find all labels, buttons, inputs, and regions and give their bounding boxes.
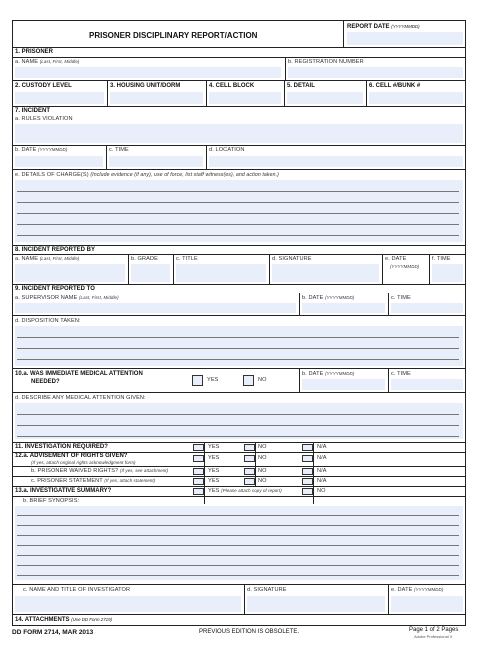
reporter-signature-label: d. SIGNATURE — [272, 256, 312, 262]
cell-bunk-label: 6. CELL #/BUNK # — [369, 83, 421, 89]
form-number: DD FORM 2714, MAR 2013 — [12, 629, 94, 636]
prisoner-name-field[interactable] — [15, 67, 281, 78]
medical-time-field[interactable] — [391, 379, 463, 390]
statement-na-checkbox[interactable] — [302, 478, 313, 485]
waived-yes-checkbox[interactable] — [193, 468, 204, 475]
supervisor-time-label: c. TIME — [391, 295, 411, 301]
statement-yes-checkbox[interactable] — [193, 478, 204, 485]
rules-violation-field[interactable] — [15, 124, 463, 143]
investigation-no-checkbox[interactable] — [244, 444, 255, 451]
medical-no-label: NO — [258, 377, 267, 383]
report-date-label: REPORT DATE (YYYYMMDD) — [347, 24, 420, 30]
advisement-na-checkbox[interactable] — [302, 455, 313, 462]
advisement-no: NO — [258, 455, 267, 461]
waived-rights-label: b. PRISONER WAIVED RIGHTS? (If yes, see attachment) — [31, 468, 169, 474]
incident-time-label: c. TIME — [109, 147, 129, 153]
investigator-name-field[interactable] — [15, 596, 241, 612]
investigator-signature-field[interactable] — [247, 596, 385, 612]
reporter-time-label: f. TIME — [432, 256, 451, 262]
reported-by-heading: 8. INCIDENT REPORTED BY — [15, 247, 96, 253]
summary-yes: YES (Please attach copy of report) — [208, 488, 282, 494]
reporter-signature-field[interactable] — [272, 264, 379, 282]
medical-yes-label: YES — [207, 377, 219, 383]
reporter-name-label: a. NAME (Last, First, Middle) — [15, 256, 80, 262]
supervisor-date-label: b. DATE (YYYYMMDD) — [302, 295, 355, 301]
incident-date-field[interactable] — [15, 156, 103, 167]
medical-date-label: b. DATE (YYYYMMDD) — [302, 371, 355, 377]
investigation-required-checkbox[interactable] — [193, 444, 204, 451]
medical-description-label: d. DESCRIBE ANY MEDICAL ATTENTION GIVEN: — [15, 395, 146, 401]
advisement-label: 12.a. ADVISEMENT OF RIGHTS GIVEN? — [15, 453, 128, 459]
medical-description-field[interactable] — [15, 403, 463, 439]
waived-na-checkbox[interactable] — [302, 468, 313, 475]
adobe-version: Adobe Professional X — [414, 634, 453, 639]
incident-location-field[interactable] — [209, 156, 463, 167]
investigation-required-label: 11. INVESTIGATION REQUIRED? — [15, 444, 108, 450]
summary-yes-checkbox[interactable] — [193, 488, 204, 495]
details-of-charges-field[interactable] — [15, 180, 463, 242]
attachments-label: 14. ATTACHMENTS (Use DD Form 2719) — [15, 617, 112, 623]
reporter-date-label: e. DATE — [385, 256, 407, 262]
custody-level-field[interactable] — [15, 92, 104, 104]
reporter-grade-label: b. GRADE — [131, 256, 158, 262]
advisement-yes: YES — [208, 455, 220, 461]
reporter-title-label: c. TITLE — [176, 256, 198, 262]
reporter-date-hint: (YYYYMMDD) — [390, 264, 420, 269]
investigator-signature-label: d. SIGNATURE — [247, 587, 287, 593]
housing-unit-label: 3. HOUSING UNIT/DORM — [110, 83, 181, 89]
details-of-charges-label: e. DETAILS OF CHARGE(S) (Include evidence (if any), use of force, list staff witness(es), and action taken.) — [15, 172, 279, 178]
supervisor-date-field[interactable] — [302, 303, 385, 313]
investigative-summary-label: 13.a. INVESTIGATIVE SUMMARY? — [15, 488, 112, 494]
obsolete-notice: PREVIOUS EDITION IS OBSOLETE. — [199, 629, 300, 635]
reporter-name-field[interactable] — [15, 264, 125, 282]
investigation-yes: YES — [208, 444, 220, 450]
prisoner-statement-label: c. PRISONER STATEMENT (If yes, attach statement) — [31, 478, 156, 484]
waived-no: NO — [258, 468, 267, 474]
incident-heading: 7. INCIDENT — [15, 108, 51, 114]
registration-number-label: b. REGISTRATION NUMBER — [288, 59, 364, 65]
supervisor-name-field[interactable] — [15, 303, 296, 313]
custody-level-label: 2. CUSTODY LEVEL — [15, 83, 72, 89]
prisoner-name-label: a. NAME (Last, First, Middle) — [15, 59, 80, 65]
medical-no-checkbox[interactable] — [243, 375, 254, 386]
rules-violation-label: a. RULES VIOLATION — [15, 116, 73, 122]
advisement-na: N/A — [317, 455, 327, 461]
advisement-no-checkbox[interactable] — [244, 455, 255, 462]
page-count: Page 1 of 2 Pages — [409, 627, 459, 633]
statement-no: NO — [258, 478, 267, 484]
statement-yes: YES — [208, 478, 220, 484]
investigation-na-checkbox[interactable] — [302, 444, 313, 451]
medical-attention-question-2: NEEDED? — [31, 379, 60, 385]
cell-block-label: 4. CELL BLOCK — [209, 83, 255, 89]
reporter-grade-field[interactable] — [131, 264, 170, 282]
investigation-na: N/A — [317, 444, 327, 450]
brief-synopsis-label: b. BRIEF SYNOPSIS: — [23, 498, 80, 504]
summary-no: NO — [317, 488, 326, 494]
detail-label: 5. DETAIL — [287, 83, 315, 89]
medical-yes-checkbox[interactable] — [192, 375, 203, 386]
medical-date-field[interactable] — [302, 379, 385, 390]
disposition-field[interactable] — [15, 326, 463, 366]
incident-date-label: b. DATE (YYYYMMDD) — [15, 147, 68, 153]
reporter-title-field[interactable] — [176, 264, 266, 282]
incident-time-field[interactable] — [109, 156, 203, 167]
disposition-label: d. DISPOSITION TAKEN: — [15, 318, 81, 324]
medical-time-label: c. TIME — [391, 371, 411, 377]
summary-no-checkbox[interactable] — [302, 488, 313, 495]
brief-synopsis-field[interactable] — [15, 506, 463, 580]
reporter-time-field[interactable] — [432, 264, 463, 282]
investigator-date-field[interactable] — [391, 596, 463, 612]
statement-na: N/A — [317, 478, 327, 484]
reported-to-heading: 9. INCIDENT REPORTED TO — [15, 286, 95, 292]
supervisor-time-field[interactable] — [391, 303, 463, 313]
supervisor-name-label: a. SUPERVISOR NAME (Last, First, Middle) — [15, 295, 119, 301]
prisoner-heading: 1. PRISONER — [15, 49, 54, 55]
statement-no-checkbox[interactable] — [244, 478, 255, 485]
disciplinary-form — [12, 20, 466, 626]
waived-no-checkbox[interactable] — [244, 468, 255, 475]
cell-block-field[interactable] — [209, 92, 281, 104]
investigation-no: NO — [258, 444, 267, 450]
registration-number-field[interactable] — [288, 67, 463, 78]
form-title: PRISONER DISCIPLINARY REPORT/ACTION — [89, 31, 258, 40]
advisement-yes-checkbox[interactable] — [193, 455, 204, 462]
detail-field[interactable] — [287, 92, 363, 104]
medical-attention-question: 10.a. WAS IMMEDIATE MEDICAL ATTENTION — [15, 371, 143, 377]
advisement-hint: (If yes, attach original rights acknowledgment form) — [31, 460, 136, 465]
housing-unit-field[interactable] — [110, 92, 203, 104]
waived-yes: YES — [208, 468, 220, 474]
cell-bunk-field[interactable] — [369, 92, 463, 104]
investigator-date-label: e. DATE (YYYYMMDD) — [391, 587, 444, 593]
investigator-name-label: c. NAME AND TITLE OF INVESTIGATOR — [23, 587, 131, 593]
incident-location-label: d. LOCATION — [209, 147, 245, 153]
report-date-field[interactable] — [347, 32, 463, 45]
waived-na: N/A — [317, 468, 327, 474]
